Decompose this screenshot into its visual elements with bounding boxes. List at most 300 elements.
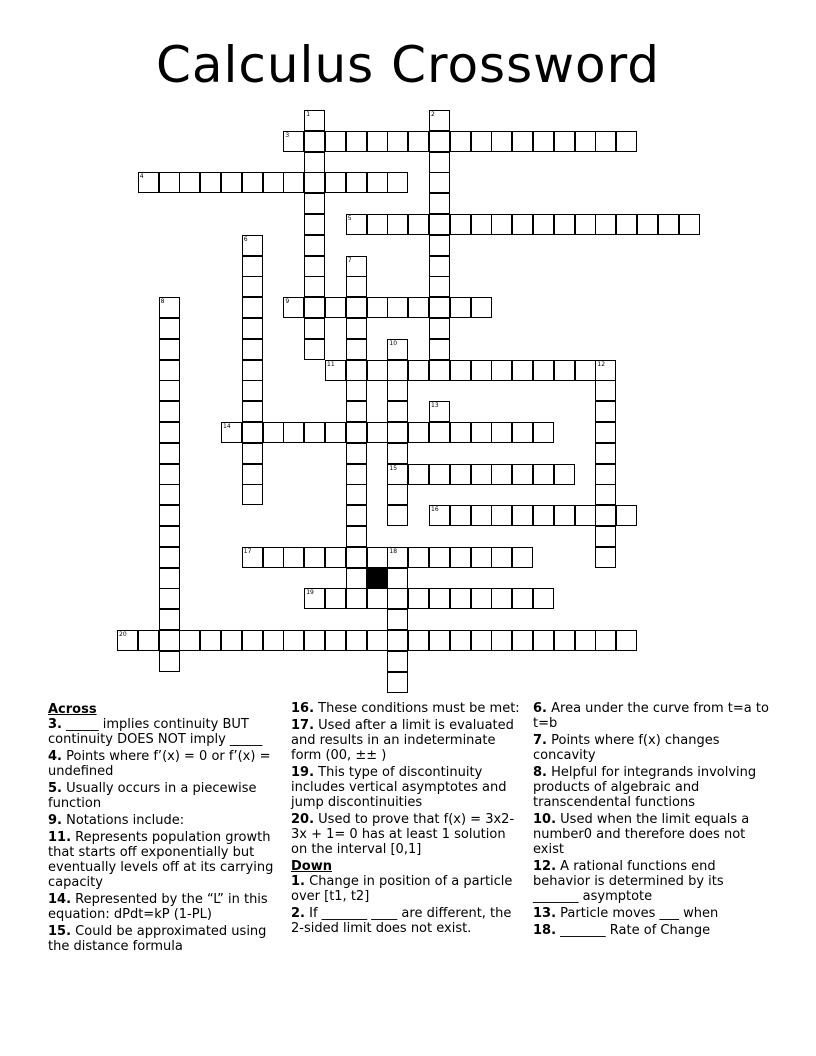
grid-cell[interactable] (304, 297, 325, 318)
grid-cell[interactable] (221, 172, 242, 193)
grid-cell[interactable] (450, 630, 471, 651)
grid-cell[interactable] (387, 464, 408, 485)
grid-cell[interactable] (491, 131, 512, 152)
clue-item (533, 733, 769, 763)
grid-cell[interactable] (595, 484, 616, 505)
grid-cell[interactable] (242, 276, 263, 297)
clue-number-label: 12. (533, 859, 557, 874)
grid-cell[interactable] (387, 401, 408, 422)
grid-cell[interactable] (679, 214, 700, 235)
clue-number: 19 (306, 589, 314, 597)
grid-cell[interactable] (429, 588, 450, 609)
grid-cell[interactable] (595, 360, 616, 381)
clue-number: 20 (119, 631, 127, 638)
grid-cell[interactable] (637, 214, 658, 235)
grid-cell[interactable] (159, 547, 180, 568)
clue-number: 14 (223, 423, 231, 430)
grid-cell[interactable] (200, 630, 221, 651)
grid-cell[interactable] (387, 609, 408, 630)
grid-cell[interactable] (159, 443, 180, 464)
grid-cell[interactable] (159, 339, 180, 360)
grid-cell[interactable] (346, 256, 367, 277)
grid-cell[interactable] (616, 214, 637, 235)
grid-cell[interactable] (512, 464, 533, 485)
grid-cell[interactable] (387, 214, 408, 235)
grid-cell[interactable] (159, 172, 180, 193)
grid-cell[interactable] (138, 630, 159, 651)
grid-cell[interactable] (533, 630, 554, 651)
grid-cell[interactable] (159, 568, 180, 589)
grid-cell[interactable] (408, 547, 429, 568)
grid-cell[interactable] (283, 422, 304, 443)
grid-cell[interactable] (159, 505, 180, 526)
grid-cell[interactable] (575, 360, 596, 381)
grid-cell[interactable] (325, 588, 346, 609)
grid-cell[interactable] (471, 360, 492, 381)
clue-item (48, 924, 280, 954)
grid-cell[interactable] (491, 588, 512, 609)
grid-cell[interactable] (283, 172, 304, 193)
grid-cell[interactable] (242, 422, 263, 443)
down-heading: Down (291, 859, 332, 874)
clue-number-label: 16. (291, 701, 315, 716)
grid-cell[interactable] (429, 235, 450, 256)
grid-cell[interactable] (159, 297, 180, 318)
grid-cell[interactable] (242, 630, 263, 651)
grid-cell[interactable] (159, 630, 180, 651)
grid-cell[interactable] (221, 630, 242, 651)
clues-column-2 (291, 701, 523, 938)
grid-cell[interactable] (159, 422, 180, 443)
grid-cell[interactable] (387, 422, 408, 443)
grid-cell[interactable] (304, 256, 325, 277)
clue-item (291, 718, 523, 763)
clue-number-label: 19. (291, 765, 315, 780)
grid-cell[interactable] (367, 172, 388, 193)
clue-text: Notations include: (61, 813, 185, 828)
grid-cell[interactable] (325, 547, 346, 568)
grid-cell[interactable] (429, 110, 450, 131)
grid-cell[interactable] (367, 214, 388, 235)
clue-number: 18 (389, 547, 398, 555)
grid-cell[interactable] (595, 505, 616, 526)
grid-cell[interactable] (367, 131, 388, 152)
clue-number-label: 14. (48, 892, 72, 907)
grid-cell[interactable] (595, 630, 616, 651)
grid-cell[interactable] (283, 297, 304, 318)
grid-cell[interactable] (325, 360, 346, 381)
grid-cell[interactable] (408, 630, 429, 651)
grid-cell[interactable] (387, 380, 408, 401)
grid-cell[interactable] (575, 505, 596, 526)
grid-cell[interactable] (595, 214, 616, 235)
grid-cell[interactable] (325, 131, 346, 152)
grid-cell[interactable] (554, 214, 575, 235)
clue-text: Area under the curve from t=a to t=b (533, 701, 769, 731)
grid-cell[interactable] (304, 214, 325, 235)
grid-cell[interactable] (429, 152, 450, 173)
clue-number: 5 (347, 215, 352, 222)
grid-cell[interactable] (533, 131, 554, 152)
grid-cell[interactable] (242, 360, 263, 381)
clue-number: 2 (431, 111, 435, 118)
grid-cell[interactable] (491, 630, 512, 651)
grid-cell[interactable] (159, 484, 180, 505)
grid-cell[interactable] (429, 401, 450, 422)
grid-cell[interactable] (471, 131, 492, 152)
grid-cell[interactable] (387, 505, 408, 526)
grid-cell[interactable] (491, 547, 512, 568)
grid-cell[interactable] (429, 318, 450, 339)
clue-item (533, 923, 769, 938)
grid-cell[interactable] (346, 484, 367, 505)
clue-number: 13 (431, 402, 439, 410)
clue-item (48, 813, 280, 828)
grid-cell[interactable] (512, 588, 533, 609)
clue-number: 6 (243, 235, 248, 243)
clue-text: _____ implies continuity BUT continuity DOES NOT imply _____ (48, 717, 263, 747)
clue-number: 11 (327, 360, 335, 368)
grid-cell[interactable] (242, 256, 263, 277)
grid-cell[interactable] (595, 464, 616, 485)
grid-cell[interactable] (450, 547, 471, 568)
grid-cell[interactable] (346, 505, 367, 526)
grid-cell[interactable] (242, 297, 263, 318)
grid-cell[interactable] (471, 547, 492, 568)
grid-cell[interactable] (429, 360, 450, 381)
grid-cell[interactable] (346, 214, 367, 235)
grid-cell[interactable] (159, 588, 180, 609)
grid-cell[interactable] (283, 547, 304, 568)
grid-cell[interactable] (387, 131, 408, 152)
grid-cell[interactable] (575, 131, 596, 152)
grid-cell[interactable] (242, 547, 263, 568)
grid-cell[interactable] (346, 172, 367, 193)
grid-cell[interactable] (512, 422, 533, 443)
grid-cell[interactable] (346, 443, 367, 464)
grid-cell[interactable] (304, 193, 325, 214)
grid-cell[interactable] (117, 630, 138, 651)
grid-cell[interactable] (450, 360, 471, 381)
black-square (367, 568, 388, 589)
grid-cell[interactable] (159, 318, 180, 339)
grid-cell[interactable] (387, 547, 408, 568)
grid-cell[interactable] (304, 110, 325, 131)
grid-cell[interactable] (429, 339, 450, 360)
grid-cell[interactable] (471, 422, 492, 443)
grid-cell[interactable] (346, 297, 367, 318)
grid-cell[interactable] (387, 672, 408, 693)
grid-cell[interactable] (304, 588, 325, 609)
clue-item (48, 749, 280, 779)
clue-number-label: 1. (291, 874, 305, 889)
grid-cell[interactable] (304, 172, 325, 193)
clues-column-3 (533, 701, 769, 940)
clue-text: These conditions must be met: (314, 701, 520, 716)
grid-cell[interactable] (429, 214, 450, 235)
grid-cell[interactable] (429, 505, 450, 526)
grid-cell[interactable] (533, 422, 554, 443)
clue-number-label: 4. (48, 749, 62, 764)
grid-cell[interactable] (575, 630, 596, 651)
grid-cell[interactable] (616, 505, 637, 526)
grid-cell[interactable] (408, 131, 429, 152)
clue-text: Represents population growth that starts off exponentially but eventually levels off at its carrying capacity (48, 830, 274, 890)
grid-cell[interactable] (554, 505, 575, 526)
grid-cell[interactable] (159, 609, 180, 630)
grid-cell[interactable] (554, 360, 575, 381)
grid-cell[interactable] (491, 505, 512, 526)
grid-cell[interactable] (491, 464, 512, 485)
grid-cell[interactable] (387, 443, 408, 464)
clue-item (533, 859, 769, 904)
grid-cell[interactable] (533, 505, 554, 526)
grid-cell[interactable] (450, 214, 471, 235)
grid-cell[interactable] (429, 172, 450, 193)
grid-cell[interactable] (450, 422, 471, 443)
grid-cell[interactable] (450, 297, 471, 318)
clue-number: 10 (389, 339, 398, 347)
grid-cell[interactable] (408, 360, 429, 381)
grid-cell[interactable] (304, 339, 325, 360)
grid-cell[interactable] (346, 526, 367, 547)
grid-cell[interactable] (179, 630, 200, 651)
grid-cell[interactable] (471, 297, 492, 318)
clue-number-label: 17. (291, 718, 315, 733)
grid-cell[interactable] (159, 360, 180, 381)
grid-cell[interactable] (595, 131, 616, 152)
grid-cell[interactable] (263, 172, 284, 193)
grid-cell[interactable] (471, 505, 492, 526)
grid-cell[interactable] (283, 131, 304, 152)
grid-cell[interactable] (512, 214, 533, 235)
grid-cell[interactable] (575, 214, 596, 235)
clue-text: Points where f(x) changes concavity (533, 733, 720, 763)
grid-cell[interactable] (491, 422, 512, 443)
grid-cell[interactable] (616, 630, 637, 651)
clue-number: 7 (347, 256, 352, 264)
grid-cell[interactable] (179, 172, 200, 193)
grid-cell[interactable] (263, 547, 284, 568)
grid-cell[interactable] (471, 214, 492, 235)
grid-cell[interactable] (346, 131, 367, 152)
grid-cell[interactable] (346, 568, 367, 589)
grid-cell[interactable] (159, 651, 180, 672)
grid-cell[interactable] (429, 276, 450, 297)
grid-cell[interactable] (346, 276, 367, 297)
grid-cell[interactable] (533, 588, 554, 609)
grid-cell[interactable] (367, 422, 388, 443)
clue-number-label: 11. (48, 830, 72, 845)
grid-cell[interactable] (408, 588, 429, 609)
grid-cell[interactable] (242, 464, 263, 485)
grid-cell[interactable] (304, 318, 325, 339)
grid-cell[interactable] (242, 484, 263, 505)
grid-cell[interactable] (387, 360, 408, 381)
grid-cell[interactable] (387, 339, 408, 360)
grid-cell[interactable] (367, 547, 388, 568)
grid-cell[interactable] (387, 588, 408, 609)
clue-number: 15 (389, 464, 398, 472)
grid-cell[interactable] (325, 297, 346, 318)
grid-cell[interactable] (304, 235, 325, 256)
clue-text: Could be approximated using the distance formula (48, 924, 267, 954)
grid-cell[interactable] (554, 630, 575, 651)
grid-cell[interactable] (325, 630, 346, 651)
grid-cell[interactable] (387, 568, 408, 589)
grid-cell[interactable] (387, 172, 408, 193)
grid-cell[interactable] (263, 630, 284, 651)
grid-cell[interactable] (346, 547, 367, 568)
clue-item (291, 906, 523, 936)
grid-cell[interactable] (512, 360, 533, 381)
grid-cell[interactable] (408, 297, 429, 318)
grid-cell[interactable] (283, 630, 304, 651)
grid-cell[interactable] (533, 214, 554, 235)
grid-cell[interactable] (387, 630, 408, 651)
grid-cell[interactable] (429, 131, 450, 152)
grid-cell[interactable] (325, 172, 346, 193)
grid-cell[interactable] (221, 422, 242, 443)
grid-cell[interactable] (242, 401, 263, 422)
clue-text: Change in position of a particle over [t1, t2] (291, 874, 513, 904)
grid-cell[interactable] (491, 214, 512, 235)
grid-cell[interactable] (595, 526, 616, 547)
grid-cell[interactable] (408, 214, 429, 235)
grid-cell[interactable] (346, 360, 367, 381)
grid-cell[interactable] (595, 422, 616, 443)
grid-cell[interactable] (242, 380, 263, 401)
grid-cell[interactable] (408, 422, 429, 443)
grid-cell[interactable] (512, 505, 533, 526)
grid-cell[interactable] (304, 422, 325, 443)
clue-number: 17 (243, 547, 252, 555)
grid-cell[interactable] (242, 443, 263, 464)
clue-text: Points where f’(x) = 0 or f’(x) = undefined (48, 749, 271, 779)
grid-cell[interactable] (554, 464, 575, 485)
clue-number-label: 13. (533, 906, 557, 921)
grid-cell[interactable] (429, 422, 450, 443)
grid-cell[interactable] (554, 131, 575, 152)
clue-number: 8 (160, 298, 165, 306)
grid-cell[interactable] (429, 193, 450, 214)
grid-cell[interactable] (429, 630, 450, 651)
grid-cell[interactable] (533, 360, 554, 381)
grid-cell[interactable] (367, 630, 388, 651)
grid-cell[interactable] (346, 380, 367, 401)
grid-cell[interactable] (387, 651, 408, 672)
grid-cell[interactable] (242, 172, 263, 193)
grid-cell[interactable] (595, 443, 616, 464)
grid-cell[interactable] (304, 152, 325, 173)
grid-cell[interactable] (471, 588, 492, 609)
clue-number: 4 (139, 173, 144, 181)
grid-cell[interactable] (200, 172, 221, 193)
clue-number-label: 15. (48, 924, 72, 939)
grid-cell[interactable] (346, 318, 367, 339)
grid-cell[interactable] (242, 318, 263, 339)
grid-cell[interactable] (491, 360, 512, 381)
grid-cell[interactable] (304, 547, 325, 568)
grid-cell[interactable] (346, 422, 367, 443)
clue-number: 1 (306, 111, 311, 118)
clue-item (48, 830, 280, 890)
clue-number-label: 8. (533, 765, 547, 780)
grid-cell[interactable] (242, 235, 263, 256)
grid-cell[interactable] (512, 131, 533, 152)
clue-text: Particle moves ___ when (556, 906, 719, 921)
clue-item (48, 781, 280, 811)
across-heading: Across (48, 702, 97, 717)
grid-cell[interactable] (471, 630, 492, 651)
grid-cell[interactable] (595, 380, 616, 401)
grid-cell[interactable] (533, 464, 554, 485)
grid-cell[interactable] (450, 131, 471, 152)
clue-text: Used to prove that f(x) = 3x2-3x + 1= 0 has at least 1 solution on the interval [0,1] (291, 812, 515, 857)
grid-cell[interactable] (408, 464, 429, 485)
clue-text: Helpful for integrands involving products of algebraic and transcendental functions (533, 765, 757, 810)
grid-cell[interactable] (429, 547, 450, 568)
grid-cell[interactable] (346, 464, 367, 485)
grid-cell[interactable] (304, 276, 325, 297)
grid-cell[interactable] (304, 630, 325, 651)
clue-item (291, 701, 523, 716)
grid-cell[interactable] (346, 401, 367, 422)
grid-cell[interactable] (429, 297, 450, 318)
clue-text: Represented by the “L” in this equation: dPdt=kP (1-PL) (48, 892, 268, 922)
grid-cell[interactable] (471, 464, 492, 485)
clue-number-label: 10. (533, 812, 557, 827)
clue-number: 9 (285, 298, 290, 306)
grid-cell[interactable] (387, 484, 408, 505)
clue-number-label: 6. (533, 701, 547, 716)
grid-cell[interactable] (346, 588, 367, 609)
clue-item (533, 765, 769, 810)
grid-cell[interactable] (242, 339, 263, 360)
grid-cell[interactable] (450, 505, 471, 526)
grid-cell[interactable] (429, 464, 450, 485)
grid-cell[interactable] (595, 401, 616, 422)
grid-cell[interactable] (159, 526, 180, 547)
grid-cell[interactable] (325, 422, 346, 443)
clue-number-label: 18. (533, 923, 557, 938)
clue-item (291, 765, 523, 810)
clue-item (291, 812, 523, 857)
grid-cell[interactable] (367, 297, 388, 318)
clue-number-label: 3. (48, 717, 62, 732)
grid-cell[interactable] (346, 339, 367, 360)
grid-cell[interactable] (304, 131, 325, 152)
grid-cell[interactable] (159, 380, 180, 401)
clue-text: Used when the limit equals a number0 and therefore does not exist (533, 812, 750, 857)
grid-cell[interactable] (159, 401, 180, 422)
grid-cell[interactable] (346, 630, 367, 651)
grid-cell[interactable] (387, 297, 408, 318)
grid-cell[interactable] (138, 172, 159, 193)
grid-cell[interactable] (429, 256, 450, 277)
grid-cell[interactable] (263, 422, 284, 443)
grid-cell[interactable] (658, 214, 679, 235)
grid-cell[interactable] (450, 588, 471, 609)
grid-cell[interactable] (367, 360, 388, 381)
grid-cell[interactable] (512, 630, 533, 651)
grid-cell[interactable] (616, 131, 637, 152)
grid-cell[interactable] (367, 588, 388, 609)
grid-cell[interactable] (159, 464, 180, 485)
grid-cell[interactable] (595, 547, 616, 568)
grid-cell[interactable] (450, 464, 471, 485)
grid-cell[interactable] (512, 547, 533, 568)
